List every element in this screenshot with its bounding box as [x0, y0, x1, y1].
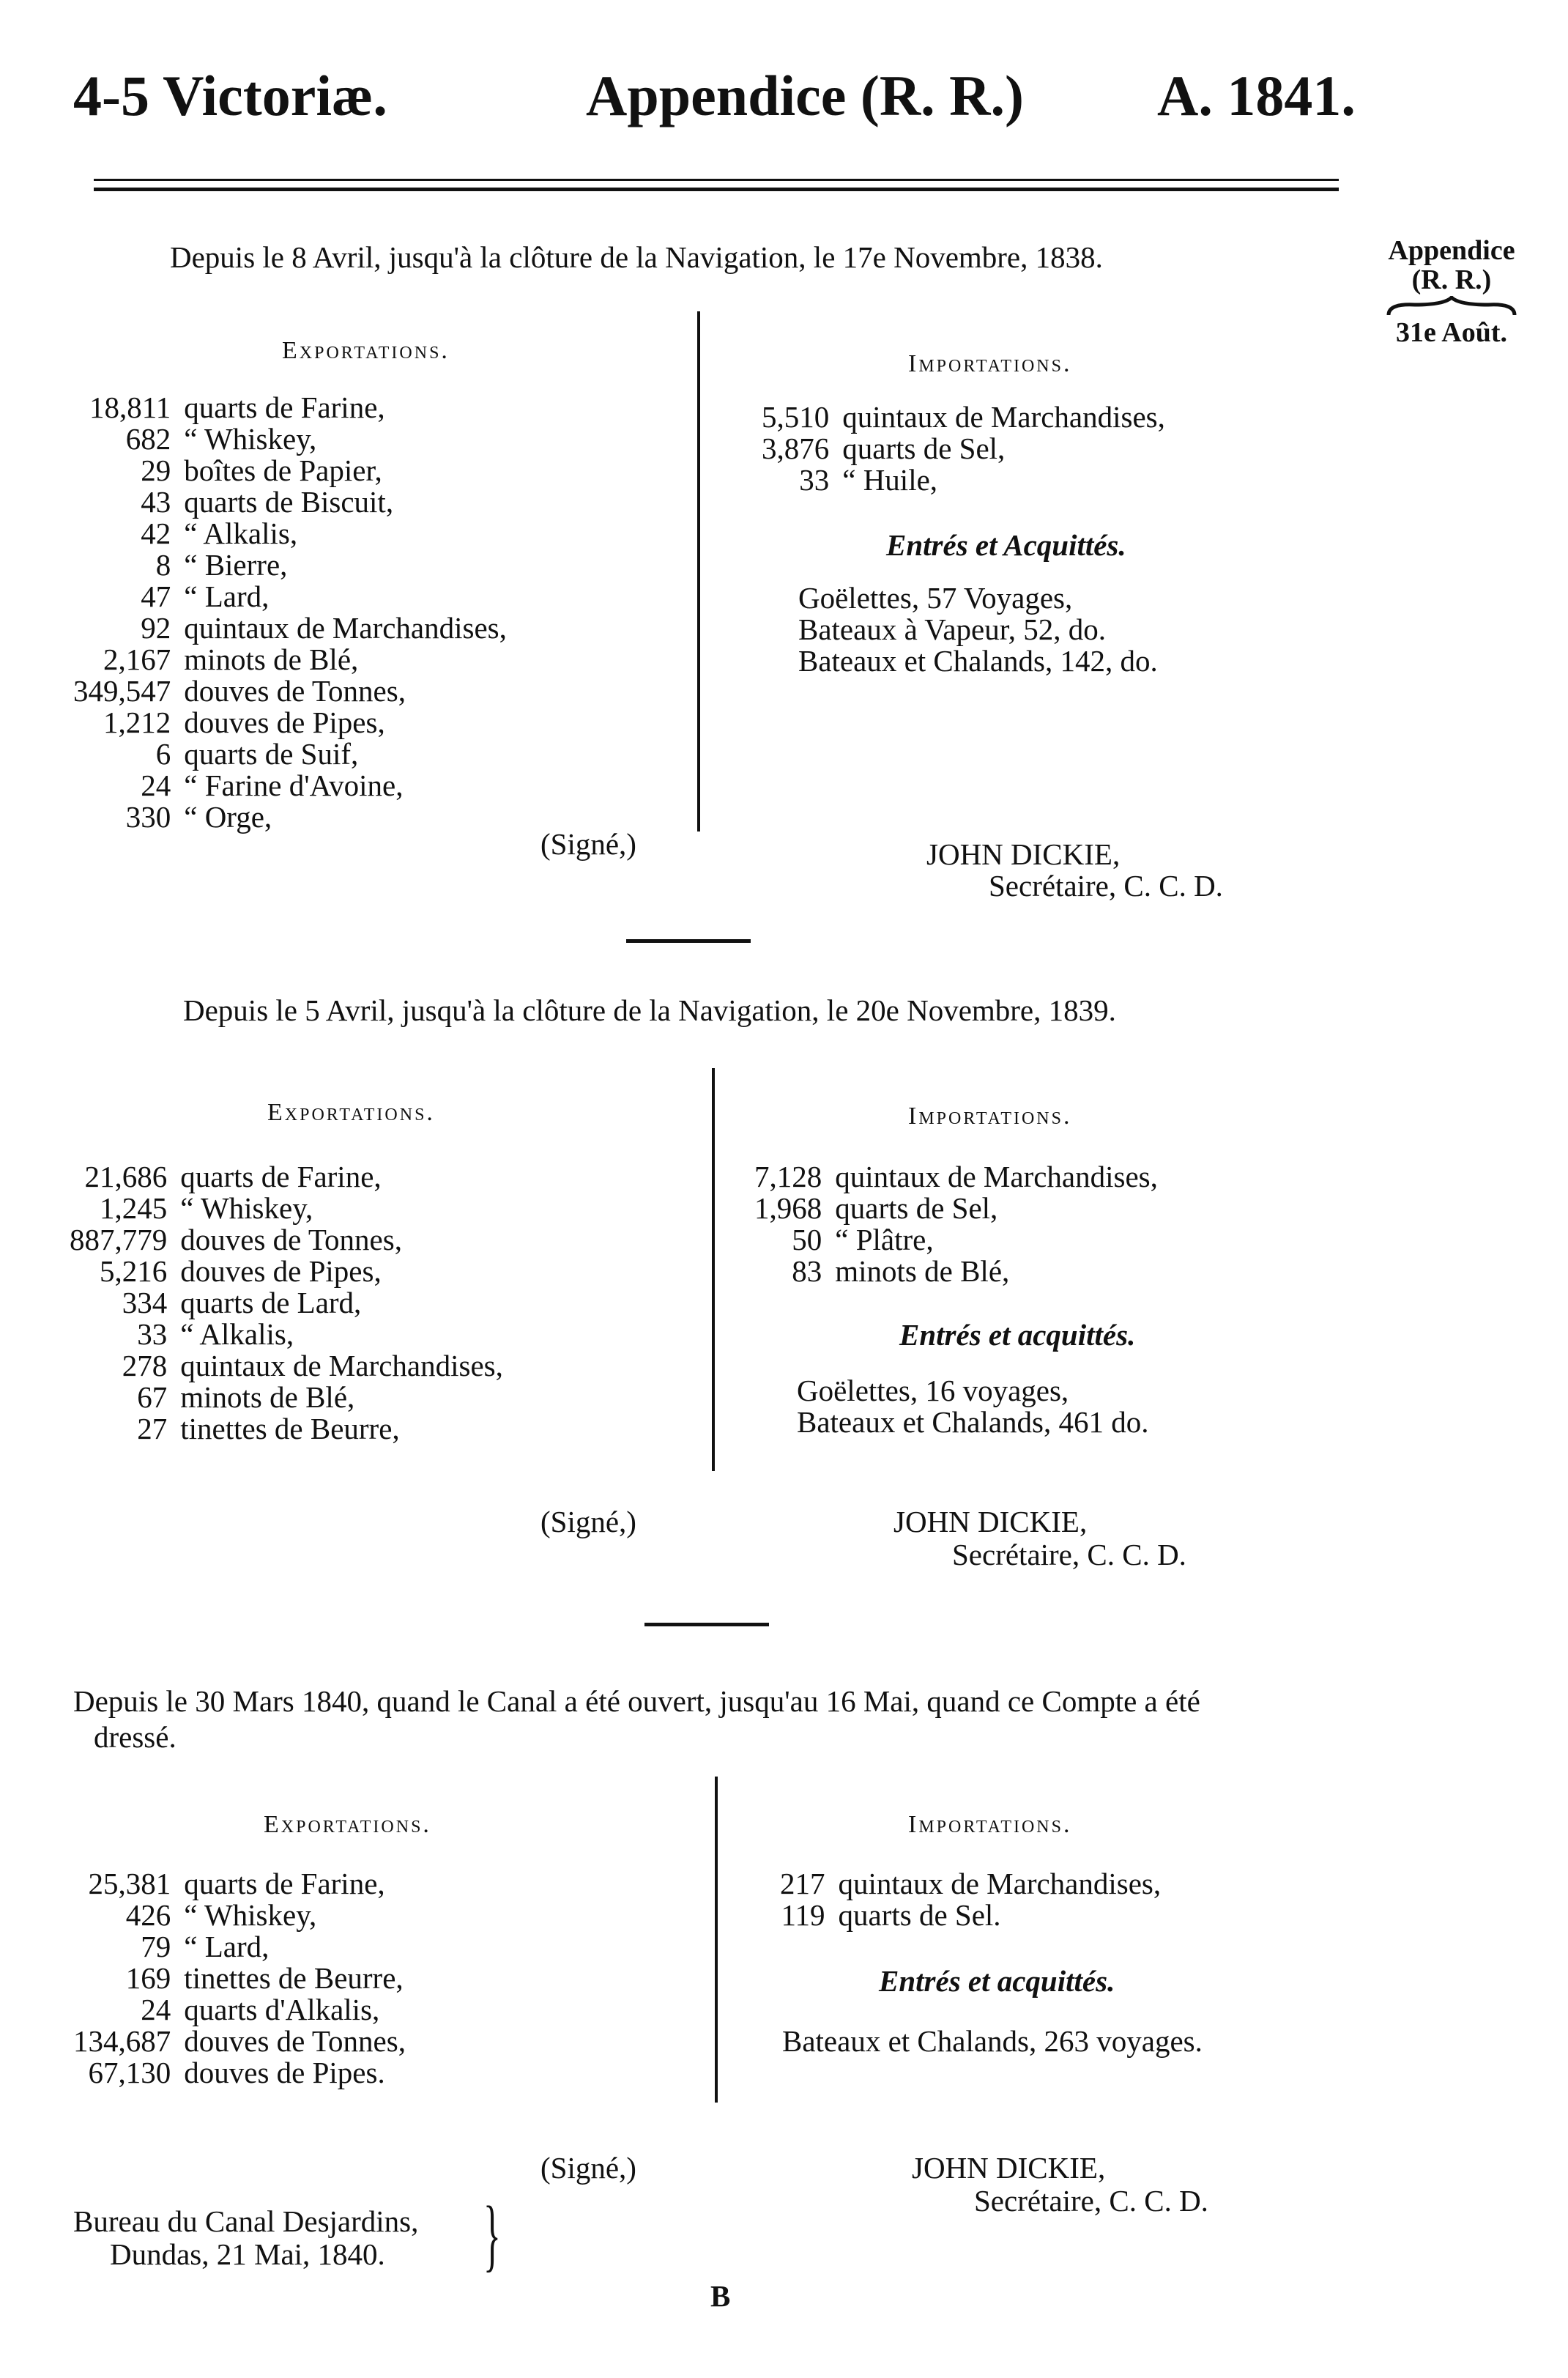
entry-item: minots de Blé,	[184, 642, 359, 676]
place-line: Bureau du Canal Desjardins,	[73, 2204, 419, 2238]
entry-row	[762, 433, 1165, 464]
entry-quantity: 24	[141, 1993, 171, 2026]
entry-item: “ Alkalis,	[180, 1317, 294, 1351]
entry-quantity: 887,779	[70, 1223, 168, 1256]
entry-row	[73, 392, 507, 423]
running-head-left: 4-5 Victoriæ.	[73, 64, 387, 127]
entry-quantity: 67,130	[88, 2056, 171, 2089]
entry-item: quarts de Farine,	[184, 390, 385, 424]
entry-item: “ Lard,	[184, 579, 270, 613]
margin-note-title: Appendice	[1388, 235, 1515, 266]
section1-title: Depuis le 8 Avril, jusqu'à la clôture de la Navigation, le 17e Novembre, 1838.	[170, 240, 1103, 274]
entry-quantity: 169	[125, 1961, 171, 1995]
section3-exports-heading: Exportations.	[264, 1811, 431, 1838]
section2-separator	[644, 1623, 769, 1626]
section2-imports-heading: Importations.	[908, 1103, 1072, 1130]
entry-quantity: 2,167	[103, 642, 171, 676]
entry-quantity: 79	[141, 1930, 171, 1963]
entry-quantity: 25,381	[88, 1867, 171, 1900]
entry-row	[70, 1287, 503, 1319]
entry-item: “ Bierre,	[184, 548, 288, 582]
section1-entered-heading: Entrés et Acquittés.	[886, 528, 1126, 562]
entry-item: quarts de Sel,	[842, 431, 1006, 465]
entry-item: quarts de Biscuit,	[184, 485, 394, 519]
margin-note-date: 31e Août.	[1396, 317, 1507, 348]
entry-item: “ Lard,	[184, 1930, 270, 1963]
section1-entered-list	[798, 582, 1158, 677]
entry-item: “ Alkalis,	[184, 516, 298, 550]
entry-item: douves de Tonnes,	[184, 2024, 406, 2058]
entry-quantity: 5,216	[100, 1254, 168, 1288]
running-head-right: A. 1841.	[1157, 64, 1356, 127]
entry-item: quintaux de Marchandises,	[838, 1867, 1162, 1900]
entry-item: boîtes de Papier,	[184, 453, 382, 487]
entry-row	[780, 1868, 1161, 1900]
section3-signer: JOHN DICKIE,	[912, 2151, 1106, 2185]
section2-signed: (Signé,)	[540, 1505, 636, 1538]
entry-item: quintaux de Marchandises,	[180, 1349, 503, 1382]
entry-item: “ Farine d'Avoine,	[184, 768, 404, 802]
section1-entered-item: Bateaux et Chalands, 142, do.	[798, 644, 1158, 678]
entry-row	[754, 1256, 1158, 1287]
entry-row	[73, 549, 507, 581]
entry-item: quarts de Sel,	[835, 1191, 998, 1225]
page-signature-mark: B	[710, 2279, 731, 2313]
entry-quantity: 50	[792, 1223, 822, 1256]
entry-quantity: 18,811	[89, 390, 171, 424]
entry-row	[73, 1931, 406, 1963]
entry-row	[73, 423, 507, 455]
entry-item: “ Orge,	[184, 800, 272, 834]
entry-row	[70, 1224, 503, 1256]
entry-item: quarts de Farine,	[184, 1867, 385, 1900]
section2-title: Depuis le 5 Avril, jusqu'à la clôture de la Navigation, le 20e Novembre, 1839.	[183, 993, 1116, 1027]
entry-row	[70, 1350, 503, 1382]
entry-row	[70, 1256, 503, 1287]
section3-title-line1: Depuis le 30 Mars 1840, quand le Canal a été ouvert, jusqu'au 16 Mai, quand ce Compte a été	[73, 1684, 1200, 1718]
section3-signed: (Signé,)	[540, 2151, 636, 2185]
section3-entered-item: Bateaux et Chalands, 263 voyages.	[782, 2024, 1203, 2058]
entry-quantity: 7,128	[754, 1160, 822, 1193]
section1-entered-item: Bateaux à Vapeur, 52, do.	[798, 612, 1107, 646]
entry-row	[73, 770, 507, 801]
entry-row	[73, 486, 507, 518]
entry-quantity: 330	[125, 800, 171, 834]
entry-quantity: 47	[141, 579, 171, 613]
section3-role: Secrétaire, C. C. D.	[974, 2184, 1208, 2218]
entry-quantity: 3,876	[762, 431, 830, 465]
entry-quantity: 27	[137, 1412, 168, 1445]
entry-item: minots de Blé,	[180, 1380, 355, 1414]
place-date	[73, 2205, 418, 2271]
entry-item: quarts de Sel.	[838, 1898, 1001, 1932]
entry-item: douves de Pipes,	[184, 705, 385, 739]
section2-exports-table	[70, 1161, 503, 1445]
entry-row	[73, 1868, 406, 1900]
entry-quantity: 5,510	[762, 400, 830, 434]
entry-quantity: 217	[780, 1867, 825, 1900]
entry-quantity: 33	[799, 463, 830, 497]
section1-column-divider	[697, 311, 700, 831]
date-line: Dundas, 21 Mai, 1840.	[110, 2237, 385, 2271]
entry-row	[73, 455, 507, 486]
entry-quantity: 67	[137, 1380, 168, 1414]
entry-quantity: 1,245	[100, 1191, 168, 1225]
section3-title-line2: dressé.	[94, 1720, 177, 1755]
entry-item: tinettes de Beurre,	[184, 1961, 404, 1995]
entry-row	[70, 1413, 503, 1445]
section3-entered-heading: Entrés et acquittés.	[879, 1964, 1115, 1998]
section2-imports-table	[754, 1161, 1158, 1287]
section1-entered-item: Goëlettes, 57 Voyages,	[798, 581, 1073, 615]
section2-entered-item: Goëlettes, 16 voyages,	[797, 1374, 1069, 1407]
entry-row	[73, 581, 507, 612]
section2-signer: JOHN DICKIE,	[893, 1505, 1088, 1538]
entry-item: quintaux de Marchandises,	[184, 611, 507, 645]
entry-row	[73, 738, 507, 770]
entry-row	[754, 1193, 1158, 1224]
entry-row	[73, 801, 507, 833]
entry-quantity: 24	[141, 768, 171, 802]
entry-row	[73, 2057, 406, 2089]
entry-item: douves de Tonnes,	[180, 1223, 402, 1256]
entry-quantity: 83	[792, 1254, 822, 1288]
section2-entered-list	[797, 1375, 1149, 1438]
section2-exports-heading: Exportations.	[267, 1099, 435, 1126]
entry-quantity: 426	[125, 1898, 171, 1932]
entry-quantity: 8	[155, 548, 171, 582]
section2-role: Secrétaire, C. C. D.	[952, 1538, 1186, 1571]
entry-item: douves de Tonnes,	[184, 674, 406, 708]
section3-exports-table	[73, 1868, 406, 2089]
section2-column-divider	[712, 1068, 715, 1471]
entry-quantity: 1,968	[754, 1191, 822, 1225]
section1-imports-table	[762, 401, 1165, 496]
entry-quantity: 42	[141, 516, 171, 550]
entry-row	[73, 675, 507, 707]
entry-item: douves de Pipes.	[184, 2056, 385, 2089]
entry-row	[70, 1319, 503, 1350]
entry-item: douves de Pipes,	[180, 1254, 382, 1288]
section1-imports-heading: Importations.	[908, 350, 1072, 377]
entry-quantity: 134,687	[73, 2024, 171, 2058]
entry-item: “ Plâtre,	[835, 1223, 934, 1256]
entry-row	[73, 612, 507, 644]
entry-quantity: 278	[122, 1349, 168, 1382]
section1-exports-table	[73, 392, 507, 833]
entry-row	[70, 1193, 503, 1224]
entry-quantity: 334	[122, 1286, 168, 1319]
entry-row	[762, 401, 1165, 433]
entry-row	[73, 1963, 406, 1994]
section1-separator	[626, 939, 751, 943]
entry-row	[762, 464, 1165, 496]
entry-quantity: 349,547	[73, 674, 171, 708]
entry-item: minots de Blé,	[835, 1254, 1010, 1288]
entry-item: quarts de Suif,	[184, 737, 359, 771]
entry-row	[754, 1224, 1158, 1256]
entry-item: quarts de Farine,	[180, 1160, 382, 1193]
entry-row	[73, 707, 507, 738]
entry-quantity: 43	[141, 485, 171, 519]
section3-column-divider	[715, 1777, 718, 2103]
entry-item: tinettes de Beurre,	[180, 1412, 400, 1445]
entry-quantity: 1,212	[103, 705, 171, 739]
entry-item: “ Whiskey,	[180, 1191, 313, 1225]
section1-signer: JOHN DICKIE,	[926, 837, 1121, 871]
entry-item: quarts de Lard,	[180, 1286, 362, 1319]
entry-item: “ Whiskey,	[184, 1898, 317, 1932]
margin-note-ref: (R. R.)	[1411, 264, 1492, 295]
entry-row	[73, 1994, 406, 2026]
closing-brace-icon: }	[483, 2190, 501, 2279]
entry-row	[73, 1900, 406, 1931]
section1-signed: (Signé,)	[540, 827, 636, 861]
section2-entered-item: Bateaux et Chalands, 461 do.	[797, 1405, 1149, 1439]
entry-item: quintaux de Marchandises,	[842, 400, 1165, 434]
section3-title	[73, 1684, 1200, 1755]
entry-row	[73, 644, 507, 675]
entry-item: quintaux de Marchandises,	[835, 1160, 1158, 1193]
entry-quantity: 6	[155, 737, 171, 771]
entry-item: “ Whiskey,	[184, 422, 317, 456]
entry-quantity: 21,686	[84, 1160, 168, 1193]
entry-quantity: 92	[141, 611, 171, 645]
section3-imports-table	[780, 1868, 1161, 1931]
entry-quantity: 29	[141, 453, 171, 487]
entry-row	[73, 518, 507, 549]
entry-row	[754, 1161, 1158, 1193]
section3-entered-list	[782, 2026, 1203, 2057]
entry-row	[780, 1900, 1161, 1931]
entry-item: “ Huile,	[842, 463, 938, 497]
entry-row	[70, 1382, 503, 1413]
entry-quantity: 682	[125, 422, 171, 456]
entry-row	[70, 1161, 503, 1193]
section3-imports-heading: Importations.	[908, 1811, 1072, 1838]
margin-note	[1364, 236, 1539, 347]
header-rule-bottom	[94, 188, 1339, 191]
entry-row	[73, 2026, 406, 2057]
running-head-center: Appendice (R. R.)	[586, 64, 1024, 127]
entry-quantity: 33	[137, 1317, 168, 1351]
margin-brace-icon	[1386, 296, 1517, 318]
header-rule-top	[94, 179, 1339, 181]
entry-item: quarts d'Alkalis,	[184, 1993, 380, 2026]
section1-exports-heading: Exportations.	[282, 337, 450, 364]
section2-entered-heading: Entrés et acquittés.	[899, 1318, 1136, 1352]
entry-quantity: 119	[781, 1898, 825, 1932]
section1-role: Secrétaire, C. C. D.	[989, 869, 1223, 903]
